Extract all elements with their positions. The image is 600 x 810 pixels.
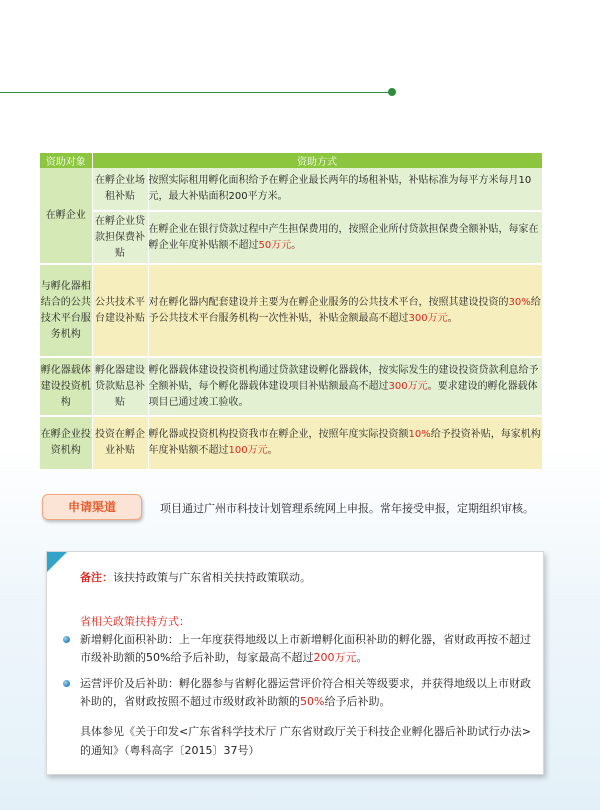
table-row: [40, 168, 542, 211]
top-rule: [0, 92, 392, 93]
table-row: [40, 357, 542, 416]
mode-cell: 孵化器建设贷款贴息补贴: [92, 357, 148, 416]
bullet-icon: [63, 636, 70, 643]
desc-cell: 在孵企业在银行贷款过程中产生担保费用的，按照企业所付贷款担保费全额补贴，每家在孵企业年度补贴额不超过50万元。: [148, 211, 542, 264]
table-row: [40, 211, 542, 264]
table-row: [40, 416, 542, 470]
header-method: 资助方式: [92, 153, 542, 168]
desc-cell: 对在孵化器内配套建设并主要为在孵企业服务的公共技术平台，按照其建设投资的30%给予公共技术平台服务机构一次性补贴，补贴金额最高不超过300万元。: [148, 264, 542, 357]
target-cell: 孵化器载体建设投资机构: [40, 357, 92, 416]
target-cell: 与孵化器相结合的公共技术平台服务机构: [40, 264, 92, 357]
note-box: [46, 551, 544, 775]
apply-channel-badge: 申请渠道: [42, 494, 142, 520]
top-rule-dot: [388, 88, 396, 96]
desc-cell: 孵化器载体建设投资机构通过贷款建设孵化器载体，按实际发生的建设投资贷款利息给予全额补贴，每个孵化器载体建设项目补贴额最高不超过300万元。要求建设的孵化器载体项目已通过竣工验收。: [148, 357, 542, 416]
mode-cell: 在孵企业贷款担保费补贴: [92, 211, 148, 264]
provincial-policy-title: 省相关政策扶持方式：: [80, 615, 190, 628]
mode-cell: 投资在孵企业补贴: [92, 416, 148, 470]
target-cell: 在孵企业: [40, 168, 92, 264]
note-text: 该扶持政策与广东省相关扶持政策联动。: [113, 571, 311, 584]
support-table: [40, 153, 543, 471]
apply-channel-text: 项目通过广州市科技计划管理系统网上申报。常年接受申报，定期组织审核。: [160, 502, 534, 515]
bullet-icon: [63, 680, 70, 687]
target-cell: 在孵企业投资机构: [40, 416, 92, 470]
reference-text: 具体参见《关于印发<广东省科学技术厅 广东省财政厅关于科技企业孵化器后补助试行办法>的通知》（粤科高字〔2015〕37号）: [80, 725, 531, 757]
note-corner-accent: [47, 552, 67, 572]
desc-cell: 孵化器或投资机构投资我市在孵企业，按照年度实际投资额10%给予投资补贴，每家机构年度补贴额不超过100万元。: [148, 416, 542, 470]
table-header-row: [40, 153, 542, 168]
table-row: [40, 264, 542, 357]
note-label: 备注：: [80, 571, 113, 584]
mode-cell: 公共技术平台建设补贴: [92, 264, 148, 357]
desc-cell: 按照实际租用孵化面积给予在孵企业最长两年的场租补贴，补贴标准为每平方米每月10元，最大补贴面积200平方米。: [148, 168, 542, 211]
list-item: 运营评价及后补助：孵化器参与省孵化器运营评价符合相关等级要求，并获得地级以上市财政补助的，省财政按照不超过市级财政补助额的50%给予后补助。: [63, 675, 533, 711]
list-item: 新增孵化面积补助：上一年度获得地级以上市新增孵化面积补助的孵化器，省财政再按不超过市级补助额的50%给予后补助，每家最高不超过200万元。: [63, 631, 533, 667]
note-heading: [80, 569, 311, 585]
mode-cell: 在孵企业场租补贴: [92, 168, 148, 211]
header-target: 资助对象: [40, 153, 92, 168]
